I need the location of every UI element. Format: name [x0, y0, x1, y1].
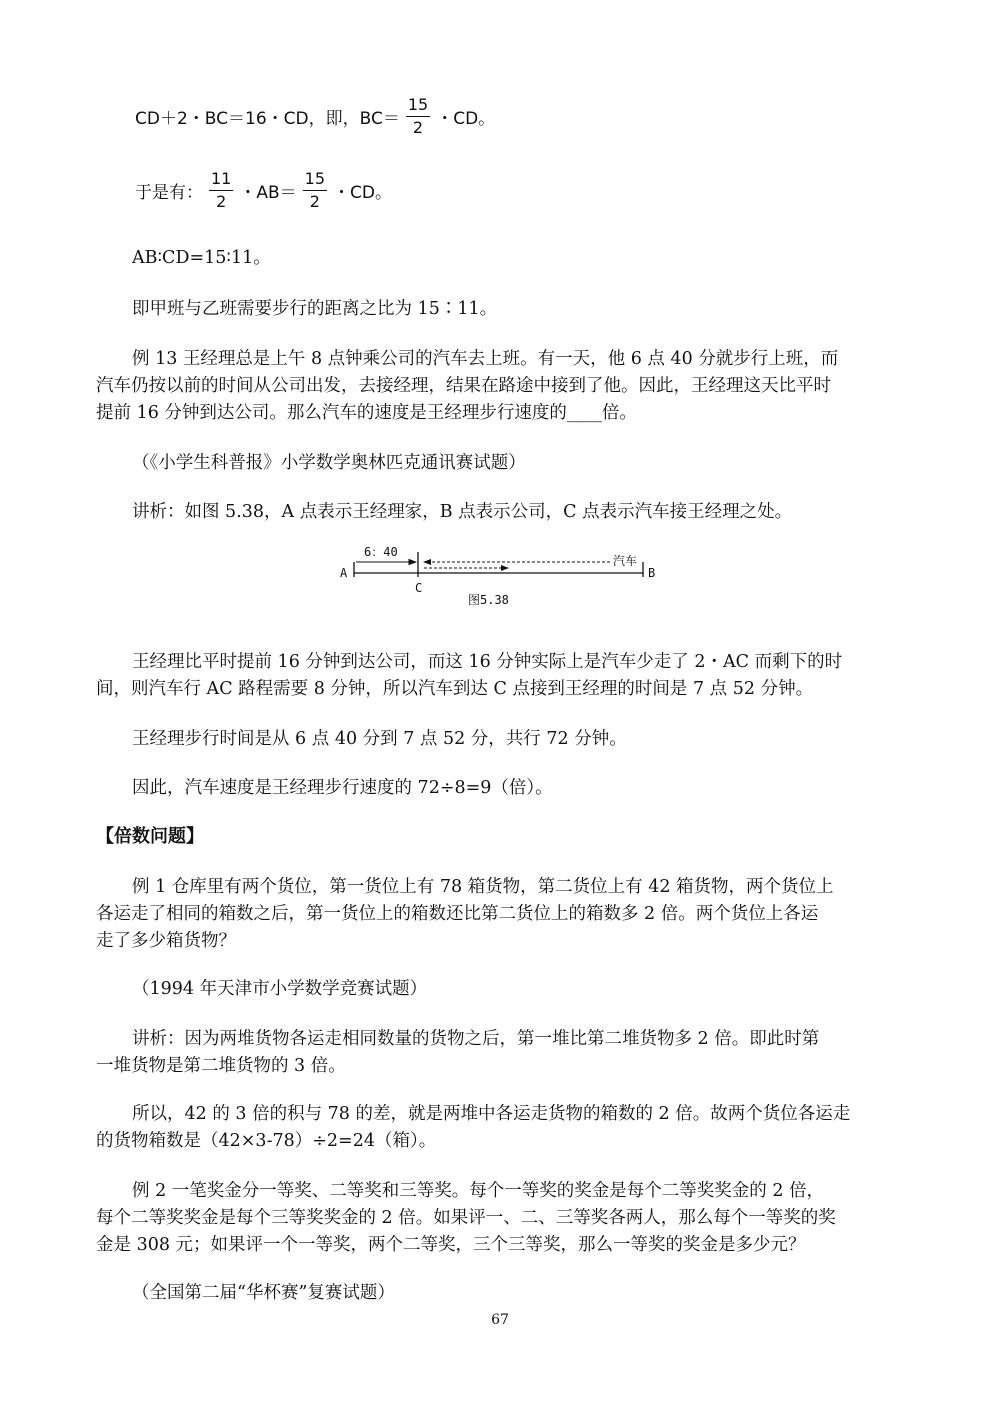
formula-ab-cd — [135, 170, 392, 211]
solution13-line: 王经理步行时间是从 6 点 40 分到 7 点 52 分，共行 72 分钟。 — [132, 729, 627, 749]
car-label: 汽车 — [613, 554, 638, 568]
fraction — [209, 170, 233, 211]
example13-analysis: 讲析：如图 5.38，A 点表示王经理家，B 点表示公司，C 点表示汽车接王经理之处。 — [132, 502, 793, 522]
formula-prefix: 于是有： — [135, 183, 203, 203]
example1-source: （1994 年天津市小学数学竞赛试题） — [132, 979, 428, 999]
example1-solution: 所以，42 的 3 倍的积与 78 的差，就是两堆中各运走货物的箱数的 2 倍。故两个货位各运走 — [132, 1104, 851, 1124]
fraction-denominator: 2 — [309, 192, 320, 211]
example1-line: 走了多少箱货物？ — [96, 931, 236, 951]
example1-line: 例 1 仓库里有两个货位，第一货位上有 78 箱货物，第二货位上有 42 箱货物，两个货位上 — [132, 877, 834, 897]
fraction-numerator: 11 — [209, 170, 233, 191]
example2-source: （全国第二届“华杯赛”复赛试题） — [132, 1283, 395, 1303]
example1-solution: 的货物箱数是（42×3-78）÷2=24（箱）。 — [96, 1131, 437, 1151]
time-label: 6：40 — [364, 545, 398, 559]
fraction-denominator: 2 — [412, 118, 424, 137]
example2-line: 金是 308 元；如果评一个一等奖，两个二等奖，三个三等奖，那么一等奖的奖金是多少元？ — [96, 1235, 806, 1255]
ratio-line: AB∶CD=15∶11。 — [132, 248, 271, 268]
conclusion-line: 即甲班与乙班需要步行的距离之比为 15∶11。 — [132, 299, 498, 319]
formula-text: CD＋2・BC＝16・CD，即，BC＝ — [135, 109, 400, 129]
example13-line: 例 13 王经理总是上午 8 点钟乘公司的汽车去上班。有一天，他 6 点 40 分就步行上班，而 — [132, 349, 839, 369]
example13-line: 提前 16 分钟到达公司。那么汽车的速度是王经理步行速度的____倍。 — [96, 403, 637, 423]
fraction-denominator: 2 — [216, 192, 227, 211]
section-heading: 【倍数问题】 — [96, 826, 204, 847]
formula-text: ・CD。 — [436, 109, 496, 129]
fraction — [406, 96, 430, 137]
solution13-line: 王经理比平时提前 16 分钟到达公司，而这 16 分钟实际上是汽车少走了 2・AC 而剩下的时 — [132, 652, 843, 672]
figure-caption: 图5.38 — [468, 593, 509, 607]
solution13-line: 因此，汽车速度是王经理步行速度的 72÷8=9（倍）。 — [132, 778, 553, 798]
example13-source: （《小学生科普报》小学数学奥林匹克通讯赛试题） — [132, 453, 526, 473]
formula-cd-bc — [135, 96, 495, 137]
example2-line: 每个二等奖奖金是每个三等奖奖金的 2 倍。如果评一、二、三等奖各两人，那么每个一等奖的奖 — [96, 1208, 836, 1228]
example13-line: 汽车仍按以前的时间从公司出发，去接经理，结果在路途中接到了他。因此，王经理这天比平时 — [96, 376, 831, 396]
example2-line: 例 2 一笔奖金分一等奖、二等奖和三等奖。每个一等奖的奖金是每个二等奖奖金的 2 倍， — [132, 1181, 825, 1201]
example1-analysis: 讲析：因为两堆货物各运走相同数量的货物之后，第一堆比第二堆货物多 2 倍。即此时第 — [132, 1029, 820, 1049]
example1-analysis: 一堆货物是第二堆货物的 3 倍。 — [96, 1056, 346, 1076]
page-number: 67 — [491, 1312, 509, 1328]
figure-5-38 — [330, 540, 670, 615]
fraction — [303, 170, 327, 211]
fraction-numerator: 15 — [406, 96, 430, 117]
fraction-numerator: 15 — [303, 170, 327, 191]
point-a-label: A — [340, 566, 348, 580]
formula-text: ・CD。 — [333, 183, 392, 203]
solution13-line: 间，则汽车行 AC 路程需要 8 分钟，所以汽车到达 C 点接到王经理的时间是 7 点 52 分钟。 — [96, 679, 814, 699]
example1-line: 各运走了相同的箱数之后，第一货位上的箱数还比第二货位上的箱数多 2 倍。两个货位上各运 — [96, 904, 819, 924]
point-b-label: B — [648, 566, 656, 580]
formula-text: ・AB＝ — [239, 183, 297, 203]
point-c-label: C — [415, 581, 423, 595]
